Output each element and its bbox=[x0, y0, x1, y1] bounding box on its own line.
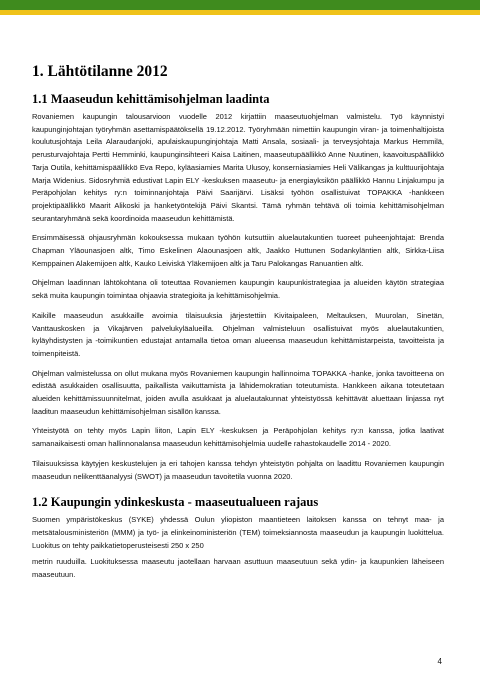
section-heading-1-1: 1.1 Maaseudun kehittämisohjelman laadinta bbox=[32, 92, 270, 106]
document-body bbox=[32, 63, 444, 589]
paragraph-1-1-b: Ensimmäisessä ohjausryhmän kokouksessa mukaan työhön kutsuttiin aluelautakuntien tuoreet puheenjohtajat: Brenda Chapman Yläounasjoen altk, Timo Eskelinen Alaounasjoen altk, Jaakko Huttunen Sodankyläntien altk, Sirkka-Liisa Kemppainen Alakemijoen altk, Kauko Leiviskä Yläkemijoen altk ja Taru Palokangas Ranuantien altk. bbox=[32, 233, 444, 268]
paragraph-1-1-g: Tilaisuuksissa käytyjen keskustelujen ja eri tahojen kanssa tehdyn yhteistyön pohjalta on laadittu Rovaniemen kaupungin maaseudun nelikenttäanalyysi (SWOT) ja maaseudun tavoitetila vuonna 2020. bbox=[32, 458, 444, 481]
section-heading-1-2: 1.2 Kaupungin ydinkeskusta - maaseutualueen rajaus bbox=[32, 495, 319, 510]
paragraph-1-1-a: Rovaniemen kaupungin talousarvioon vuodelle 2012 kirjattiin maaseutuohjelman valmistelu. Työ käynnistyi kaupunginjohtajan työryhmän asettamispäätöksellä 19.12.2012. Työryhmään nimettiin kaupungin viran- ja toimenhaltijoista koulutusjohtaja Leila Alaraudanjoki, apulaiskaupunginjohtaja Matti Ansala, sosiaali- ja terveysjohtaja Markus Hemmilä, perusturvajohtaja Pertti Hemminki, kaupunginsihteeri Kaisa Laitinen, maaseutupäällikkö Anne Nuutinen, kaavoituspäällikkö Tarja Outila, kehittämispäällikkö Eva Repo, kyläasiamies Marita Ulusoy, konserniasiamies Heli Välikangas ja kulttuurijohtaja Marja Widenius. Sidosryhmiä edustivat Lapin ELY -keskuksen maaseutu- ja energiayksikön päällikkö Hannu Linjakumpu ja Peräpohjolan kehitys ry:n toiminnanjohtaja Päivi Saarijärvi. Lisäksi työhön osallistuivat TOPAKKA -hankkeen projektipäällikkö Maarit Alikoski ja hanketyöntekijä Päivi Skantsi. Tämä ryhmän tehtävä oli toimia kehittämisohjelman seurantaryhmänä sekä koordinoida maaseudun kehittämistä. bbox=[32, 112, 444, 223]
paragraph-1-1-e: Ohjelman valmistelussa on ollut mukana myös Rovaniemen kaupungin hallinnoima TOPAKKA -hanke, jonka tavoitteena on edistää asukkaiden osallisuutta, paikallista vaikuttamista ja lähidemokratian toteutumista. Hankkeen aikana toteutetaan alueiden kehittämissuunnitelmat, joiden avulla asukkaat ja aluelautakunnat yhteistyössä kehittävät aluettaan linjassa nyt laaditun maaseudun kehittämisohjelman sisällön kanssa. bbox=[32, 368, 444, 416]
chapter-heading: 1. Lähtötilanne 2012 bbox=[32, 63, 168, 80]
header-band-green bbox=[0, 0, 480, 10]
paragraph-1-1-d: Kaikille maaseudun asukkaille avoimia tilaisuuksia järjestettiin Kivitaipaleen, Meltauksen, Muurolan, Sinetän, Vanttauskosken ja Vikajärven palvelukyläalueilla. Ohjelman valmisteluun osallistuivat myös aluelautakuntien, kyläyhdistysten ja -toimikuntien edustajat antamalla tietoa oman alueensa maaseudun kehittämistarpeista, tavoitteista ja toimenpiteistä. bbox=[32, 310, 444, 358]
paragraph-1-2-a: Suomen ympäristökeskus (SYKE) yhdessä Oulun yliopiston maantieteen laitoksen kanssa on tehnyt maa- ja metsätalousministeriön (MMM) ja työ- ja elinkeinoministeriön (TEM) toimeksiannosta maaseudun ja kaupungin luokittelua. Luokitus on tehty paikkatietoperusteisesti 250 x 250 bbox=[32, 515, 444, 550]
page-number: 4 bbox=[437, 657, 442, 666]
paragraph-1-1-c: Ohjelman laadinnan lähtökohtana oli toteuttaa Rovaniemen kaupungin kaupunkistrategiaa ja alueiden käytön strategiaa sekä muita kaupungin toimintaa ohjaavia strategioita ja kehittämisohjelmia. bbox=[32, 278, 444, 301]
header-band-yellow bbox=[0, 10, 480, 15]
paragraph-1-1-f: Yhteistyötä on tehty myös Lapin liiton, Lapin ELY -keskuksen ja Peräpohjolan kehitys ry:n kanssa, jotka laativat samanaikaisesti oman hallinnonalansa maaseudun kehittämisohjelmia uudelle rahastokaudelle 2014 - 2020. bbox=[32, 426, 444, 449]
paragraph-1-2-b: metrin ruuduilla. Luokituksessa maaseutu jaotellaan harvaan asuttuun maaseutuun sekä ydin- ja kaupunkien läheiseen maaseutuun. bbox=[32, 557, 444, 580]
